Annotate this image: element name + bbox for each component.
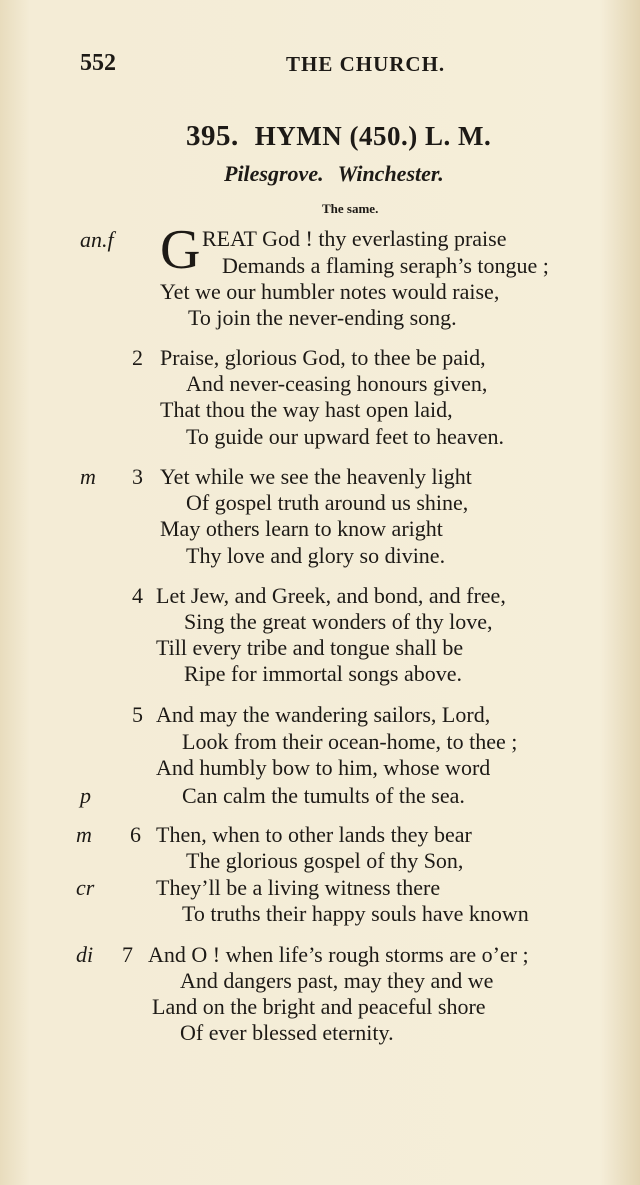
verse-line: Demands a flaming seraph’s tongue ; [222,253,549,278]
verse-number: 7 [122,942,133,967]
verse-line: And humbly bow to him, whose word [156,755,491,780]
verse-line: Ripe for immortal songs above. [184,661,463,686]
dynamic-mark: m [80,464,96,489]
verse-line: To join the never-ending song. [188,305,457,330]
hymn-number: 395. [186,120,239,152]
verse-number: 2 [132,345,143,370]
dynamic-mark: p [80,783,91,808]
hymn-heading [186,120,491,153]
page-number: 552 [80,50,116,76]
verse-line: Look from their ocean-home, to thee ; [182,729,518,754]
dynamic-mark: an.f [80,227,114,252]
verse-line: May others learn to know aright [160,516,443,541]
verse-line: Let Jew, and Greek, and bond, and free, [156,583,506,608]
verse-line: REAT God ! thy everlasting praise [202,226,507,251]
verse-line: Yet we our humbler notes would raise, [160,279,500,304]
tune-names [224,161,444,187]
verse-line: To truths their happy souls have known [182,901,529,926]
verse-number: 4 [132,583,143,608]
verse-line: Of gospel truth around us shine, [186,490,469,515]
tune-note: The same. [322,201,379,216]
dynamic-mark: cr [76,875,95,900]
verse-number: 6 [130,822,141,847]
verse-line: And may the wandering sailors, Lord, [156,702,491,727]
verse-line: They’ll be a living witness there [156,875,441,900]
verse-number: 5 [132,702,143,727]
verse-line: Praise, glorious God, to thee be paid, [160,345,486,370]
verse-line: Thy love and glory so divine. [186,543,446,568]
verse-line: Sing the great wonders of thy love, [184,609,493,634]
verse-line: The glorious gospel of thy Son, [186,848,464,873]
verse-line: And O ! when life’s rough storms are o’er ; [148,942,529,967]
running-title: THE CHURCH. [286,52,446,76]
verse-line: That thou the way hast open laid, [160,397,453,422]
verse-line: To guide our upward feet to heaven. [186,424,504,449]
verse-line: Yet while we see the heavenly light [160,464,472,489]
verse-line: Can calm the tumults of the sea. [182,783,465,808]
drop-cap: G [160,219,201,281]
verse-line: And never-ceasing honours given, [186,371,488,396]
verse-line: Of ever blessed eternity. [180,1020,394,1045]
verse-line: Till every tribe and tongue shall be [156,635,464,660]
dynamic-mark: m [76,822,92,847]
verse-line: And dangers past, may they and we [180,968,494,993]
verse-number: 3 [132,464,143,489]
hymn-title: HYMN (450.) L. M. [254,121,492,151]
tune-name: Winchester. [337,161,444,186]
verse-line: Then, when to other lands they bear [156,822,472,847]
verse-line: Land on the bright and peaceful shore [152,994,486,1019]
dynamic-mark: di [76,942,94,967]
tune-name: Pilesgrove. [224,161,324,186]
